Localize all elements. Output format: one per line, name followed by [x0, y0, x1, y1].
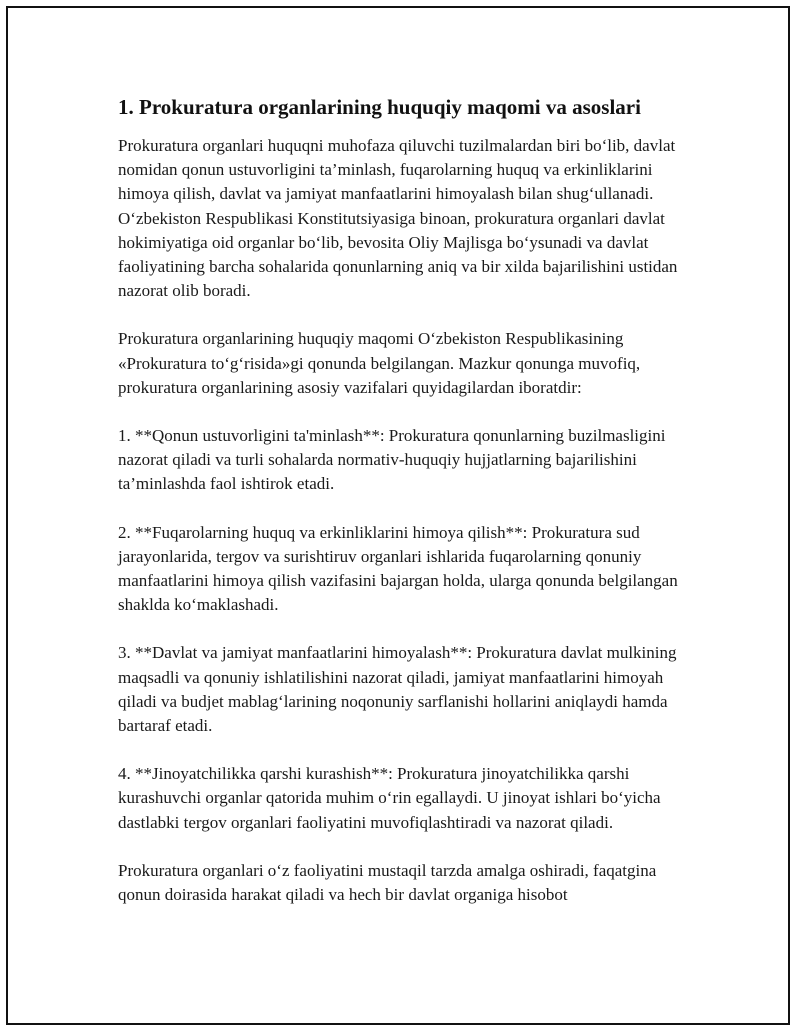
section-heading: 1. Prokuratura organlarining huquqiy maqomi va asoslari: [118, 95, 641, 119]
paragraph-intro: Prokuratura organlari huquqni muhofaza qiluvchi tuzilmalardan biri bo‘lib, davlat nomidan qonun ustuvorligini ta’minlash, fuqarolarning huquq va erkinliklarini himoya qilish, davlat va jamiyat manfaatlarini himoyalash bilan shug‘ullanadi. O‘zbekiston Respublikasi Konstitutsiyasiga binoan, prokuratura organlari davlat hokimiyatiga oid organlar bo‘lib, bevosita Oliy Majlisga bo‘ysunadi va davlat faoliyatining barcha sohalarida qonunlarning aniq va bir xilda bajarilishini ustidan nazorat olib boradi.: [118, 136, 678, 301]
paragraph-independence: Prokuratura organlari o‘z faoliyatini mustaqil tarzda amalga oshiradi, faqatgina qonun doirasida harakat qiladi va hech bir davlat organiga hisobot: [118, 860, 657, 905]
document-body: [118, 94, 698, 931]
list-item-fighting-crime: 4. **Jinoyatchilikka qarshi kurashish**: Prokuratura jinoyatchilikka qarshi kurashuvchi organlar qatorida muhim o‘rin egallaydi. U jinoyat ishlari bo‘yicha dastlabki tergov organlari faoliyatini muvofiqlashtiradi va nazorat qiladi.: [118, 764, 661, 832]
list-item-state-interests: 3. **Davlat va jamiyat manfaatlarini himoyalash**: Prokuratura davlat mulkining maqsadli va qonuniy ishlatilishini nazorat qiladi, jamiyat manfaatlarini himoyah qiladi va budjet mablag‘larining noqonuniy sarflanishi hollarini aniqlaydi hamda bartaraf etadi.: [118, 643, 677, 736]
list-item-rule-of-law: 1. **Qonun ustuvorligini ta'minlash**: Prokuratura qonunlarning buzilmasligini nazorat qiladi va turli sohalarda normativ-huquqiy hujjatlarning bajarilishini ta’minlashda faol ishtirok etadi.: [118, 426, 666, 494]
page-frame: [6, 6, 790, 1025]
paragraph-legal-status: Prokuratura organlarining huquqiy maqomi O‘zbekiston Respublikasining «Prokuratura to‘g‘risida»gi qonunda belgilangan. Mazkur qonunga muvofiq, prokuratura organlarining asosiy vazifalari quyidagilardan iboratdir:: [118, 329, 641, 397]
list-item-citizen-rights: 2. **Fuqarolarning huquq va erkinliklarini himoya qilish**: Prokuratura sud jarayonlarida, tergov va surishtiruv organlari ishlarida fuqarolarning qonuniy manfaatlarini himoya qilish vazifasini bajargan holda, ularga qonunda belgilangan shaklda ko‘maklashadi.: [118, 522, 678, 615]
